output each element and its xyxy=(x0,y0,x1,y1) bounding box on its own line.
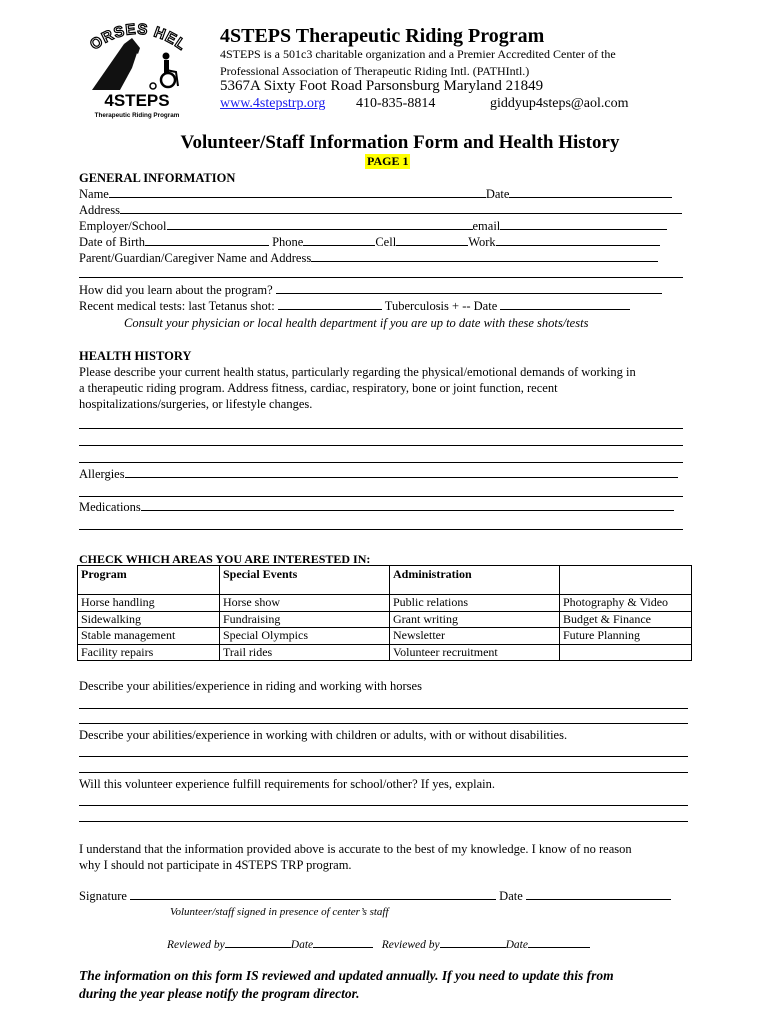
interest-option[interactable]: Horse show xyxy=(220,595,390,612)
logo-graphic xyxy=(80,20,194,122)
phone-field[interactable] xyxy=(303,235,375,246)
dob-row xyxy=(79,234,660,250)
health-prompt-line3: hospitalizations/surgeries, or lifestyle changes. xyxy=(79,397,313,411)
medications-label: Medications xyxy=(79,500,141,514)
allergies-row xyxy=(79,466,678,482)
interests-row xyxy=(78,611,692,628)
signature-date-label: Date xyxy=(499,889,523,903)
riding-prompt: Describe your abilities/experience in riding and working with horses xyxy=(79,679,422,693)
footer-line1: The information on this form IS reviewed and updated annually. If you need to update this from xyxy=(79,968,614,983)
interest-option[interactable]: Newsletter xyxy=(390,628,560,645)
col-special-events: Special Events xyxy=(220,566,390,595)
parent-field-line2[interactable] xyxy=(79,277,683,278)
name-label: Name xyxy=(79,187,109,201)
work-label: Work xyxy=(468,235,496,249)
address-row xyxy=(79,202,682,218)
logo xyxy=(80,20,194,122)
signed-note: Volunteer/staff signed in presence of center’s staff xyxy=(170,906,389,918)
children-answer-line2[interactable] xyxy=(79,772,688,773)
footer-line2: during the year please notify the program director. xyxy=(79,986,360,1001)
consult-note: Consult your physician or local health department if you are up to date with these shots/tests xyxy=(124,316,589,330)
allergies-label: Allergies xyxy=(79,467,125,481)
learn-field[interactable] xyxy=(276,283,662,294)
health-answer-line1[interactable] xyxy=(79,428,683,429)
interests-row xyxy=(78,644,692,661)
form-title: Volunteer/Staff Information Form and Health History xyxy=(180,132,620,153)
health-answer-line3[interactable] xyxy=(79,462,683,463)
school-answer-line2[interactable] xyxy=(79,821,688,822)
org-name: 4STEPS Therapeutic Riding Program xyxy=(220,25,545,47)
agreement-line1: I understand that the information provided above is accurate to the best of my knowledge. I know of no reason xyxy=(79,842,632,856)
allergies-field[interactable] xyxy=(125,467,678,478)
org-email: giddyup4steps@aol.com xyxy=(490,96,629,111)
interest-option[interactable]: Volunteer recruitment xyxy=(390,644,560,661)
employer-label: Employer/School xyxy=(79,219,167,233)
reviewed-date-field[interactable] xyxy=(313,938,373,948)
health-heading: HEALTH HISTORY xyxy=(79,349,192,363)
reviewed-row xyxy=(167,938,590,951)
org-phone: 410-835-8814 xyxy=(356,96,436,111)
cell-field[interactable] xyxy=(396,235,468,246)
interests-table xyxy=(77,565,692,661)
interest-option[interactable]: Photography & Video xyxy=(560,595,692,612)
employer-field[interactable] xyxy=(167,219,473,230)
children-answer-line1[interactable] xyxy=(79,756,688,757)
dob-field[interactable] xyxy=(145,235,269,246)
health-prompt-line2: a therapeutic riding program. Address fitness, cardiac, respiratory, bone or joint function, recent xyxy=(79,381,558,395)
logo-bottom-text: 4STEPS xyxy=(104,91,170,110)
interest-option[interactable]: Special Olympics xyxy=(220,628,390,645)
interest-option[interactable]: Horse handling xyxy=(78,595,220,612)
interests-row xyxy=(78,595,692,612)
interests-heading: CHECK WHICH AREAS YOU ARE INTERESTED IN: xyxy=(79,552,371,566)
org-address: 5367A Sixty Foot Road Parsonsburg Maryland 21849 xyxy=(220,78,544,94)
signature-field[interactable] xyxy=(130,889,496,900)
date-field[interactable] xyxy=(509,187,672,198)
logo-top-text: ORSES HEL xyxy=(87,20,190,55)
school-answer-line1[interactable] xyxy=(79,805,688,806)
reviewed-by-label: Reviewed by xyxy=(167,939,225,951)
school-prompt: Will this volunteer experience fulfill requirements for school/other? If yes, explain. xyxy=(79,777,496,791)
learn-row xyxy=(79,282,662,298)
interest-option[interactable]: Budget & Finance xyxy=(560,611,692,628)
reviewed-by-field-2[interactable] xyxy=(440,938,506,948)
interest-option[interactable]: Facility repairs xyxy=(78,644,220,661)
reviewed-date-label-2: Date xyxy=(505,939,528,951)
tb-date-field[interactable] xyxy=(500,299,630,310)
general-heading: GENERAL INFORMATION xyxy=(79,171,236,185)
interest-option[interactable]: Future Planning xyxy=(560,628,692,645)
health-answer-line2[interactable] xyxy=(79,445,683,446)
address-label: Address xyxy=(79,203,120,217)
date-label: Date xyxy=(485,187,510,201)
signature-label: Signature xyxy=(79,889,127,903)
org-description-line2: Professional Association of Therapeutic Riding Intl. (PATHIntl.) xyxy=(220,64,530,78)
address-field[interactable] xyxy=(120,203,682,214)
parent-label: Parent/Guardian/Caregiver Name and Address xyxy=(79,251,312,265)
reviewed-date-label: Date xyxy=(290,939,314,951)
health-prompt-line1: Please describe your current health status, particularly regarding the physical/emotional demands of working in xyxy=(79,365,636,379)
employer-row xyxy=(79,218,667,234)
agreement-line2: why I should not participate in 4STEPS TRP program. xyxy=(79,858,352,872)
allergies-field-line2[interactable] xyxy=(79,496,683,497)
name-row xyxy=(79,186,672,202)
website-link[interactable]: www.4stepstrp.org xyxy=(220,96,326,111)
interest-option[interactable]: Grant writing xyxy=(390,611,560,628)
interest-option[interactable]: Stable management xyxy=(78,628,220,645)
reviewed-date-field-2[interactable] xyxy=(528,938,590,948)
children-prompt: Describe your abilities/experience in working with children or adults, with or without disabilities. xyxy=(79,728,568,742)
interest-option[interactable]: Sidewalking xyxy=(78,611,220,628)
col-administration: Administration xyxy=(390,566,560,595)
riding-answer-line1[interactable] xyxy=(79,708,688,709)
org-description-line1: 4STEPS is a 501c3 charitable organization and a Premier Accredited Center of the xyxy=(220,47,616,61)
reviewed-by-label-2: Reviewed by xyxy=(381,939,440,951)
signature-date-field[interactable] xyxy=(526,889,671,900)
work-field[interactable] xyxy=(496,235,660,246)
page-label: PAGE 1 xyxy=(367,154,409,168)
medications-row xyxy=(79,499,674,515)
col-other xyxy=(560,566,692,595)
tb-label: Tuberculosis + -- Date xyxy=(384,299,498,313)
parent-row xyxy=(79,250,658,266)
interests-header-row xyxy=(78,566,692,595)
medications-field-line2[interactable] xyxy=(79,529,683,530)
logo-caption: Therapeutic Riding Program xyxy=(94,112,180,119)
tetanus-label: Recent medical tests: last Tetanus shot: xyxy=(79,299,275,313)
medications-field[interactable] xyxy=(141,500,674,511)
email-label: email xyxy=(472,219,501,233)
parent-field[interactable] xyxy=(311,251,658,262)
phone-label: Phone xyxy=(272,235,304,249)
learn-label: How did you learn about the program? xyxy=(79,283,273,297)
dob-label: Date of Birth xyxy=(79,235,145,249)
email-field[interactable] xyxy=(500,219,667,230)
interests-row xyxy=(78,628,692,645)
tests-row xyxy=(79,298,630,314)
interest-option[interactable]: Public relations xyxy=(390,595,560,612)
col-program: Program xyxy=(78,566,220,595)
name-field[interactable] xyxy=(109,187,486,198)
interest-option[interactable]: Fundraising xyxy=(220,611,390,628)
reviewed-by-field[interactable] xyxy=(225,938,291,948)
interest-option[interactable]: Trail rides xyxy=(220,644,390,661)
riding-answer-line2[interactable] xyxy=(79,723,688,724)
interest-option xyxy=(560,644,692,661)
cell-label: Cell xyxy=(375,235,397,249)
signature-row xyxy=(79,888,671,904)
tetanus-field[interactable] xyxy=(278,299,382,310)
